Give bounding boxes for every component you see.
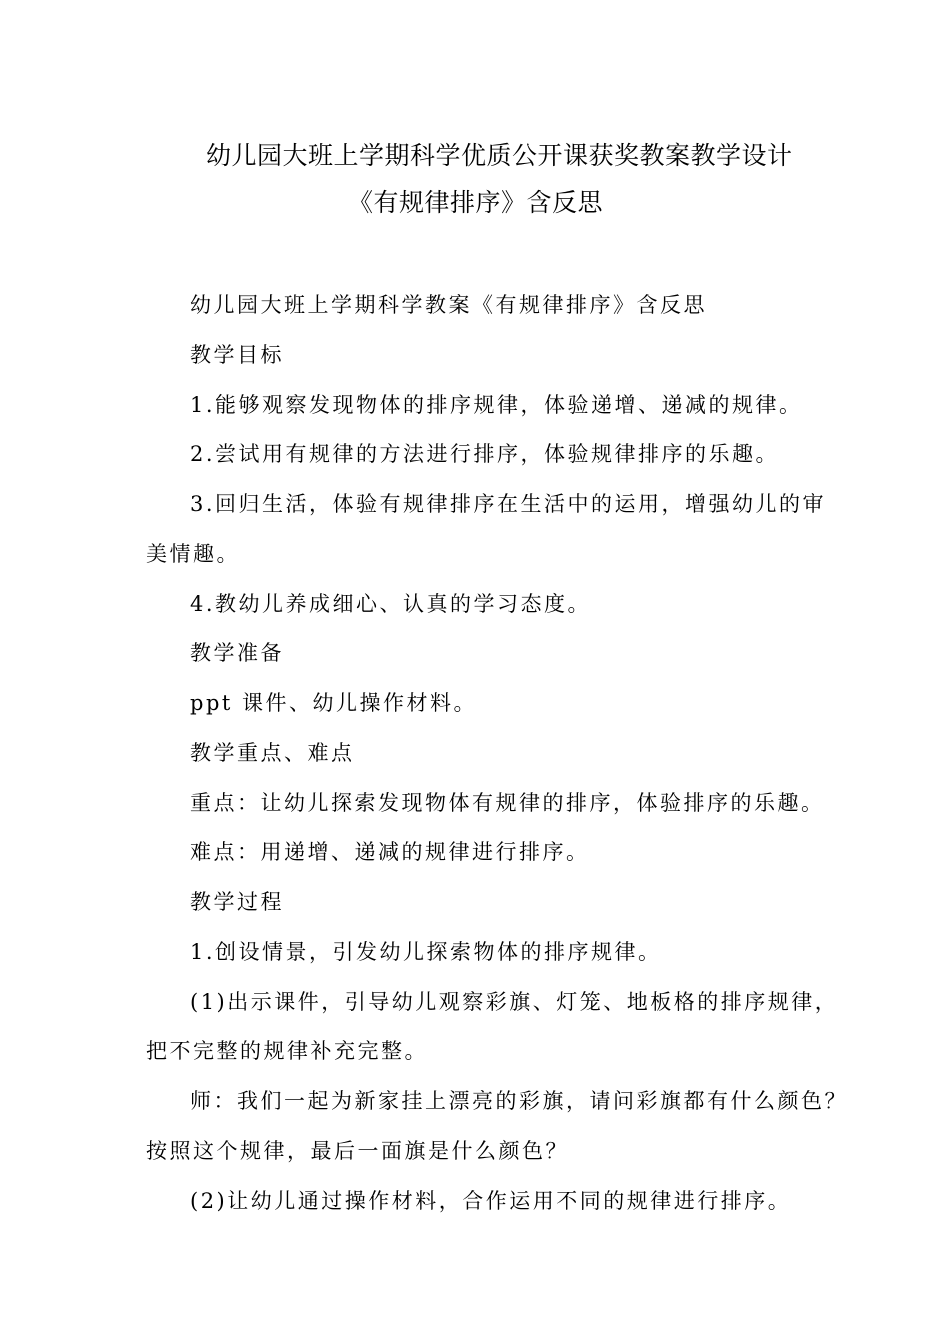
section-heading-key-points: 教学重点、难点 xyxy=(190,741,355,765)
goal-item-1: 1.能够观察发现物体的排序规律，体验递增、递减的规律。 xyxy=(190,393,803,417)
preparation-text: ppt 课件、幼儿操作材料。 xyxy=(190,691,477,715)
process-step-1-1-line-1: (1)出示课件，引导幼儿观察彩旗、灯笼、地板格的排序规律， xyxy=(190,990,839,1014)
subtitle: 幼儿园大班上学期科学教案《有规律排序》含反思 xyxy=(190,293,707,317)
goal-item-3-line-2: 美情趣。 xyxy=(146,542,240,566)
process-step-1: 1.创设情景，引发幼儿探索物体的排序规律。 xyxy=(190,940,662,964)
goal-item-2: 2.尝试用有规律的方法进行排序，体验规律排序的乐趣。 xyxy=(190,442,780,466)
document-title-line-2: 《有规律排序》含反思 xyxy=(348,188,604,217)
section-heading-process: 教学过程 xyxy=(190,890,284,914)
section-heading-preparation: 教学准备 xyxy=(190,641,284,665)
key-point-text: 重点：让幼儿探索发现物体有规律的排序，体验排序的乐趣。 xyxy=(190,791,825,815)
difficulty-text: 难点：用递增、递减的规律进行排序。 xyxy=(190,840,590,864)
process-step-1-2: (2)让幼儿通过操作材料，合作运用不同的规律进行排序。 xyxy=(190,1189,792,1213)
teacher-dialogue-line-1: 师：我们一起为新家挂上漂亮的彩旗，请问彩旗都有什么颜色？ xyxy=(190,1089,848,1113)
goal-item-3-line-1: 3.回归生活，体验有规律排序在生活中的运用，增强幼儿的审 xyxy=(190,492,827,516)
section-heading-goals: 教学目标 xyxy=(190,343,284,367)
process-step-1-1-line-2: 把不完整的规律补充完整。 xyxy=(146,1039,428,1063)
goal-item-4: 4.教幼儿养成细心、认真的学习态度。 xyxy=(190,592,592,616)
document-title-line-1: 幼儿园大班上学期科学优质公开课获奖教案教学设计 xyxy=(206,141,793,170)
teacher-dialogue-line-2: 按照这个规律，最后一面旗是什么颜色？ xyxy=(146,1139,569,1163)
